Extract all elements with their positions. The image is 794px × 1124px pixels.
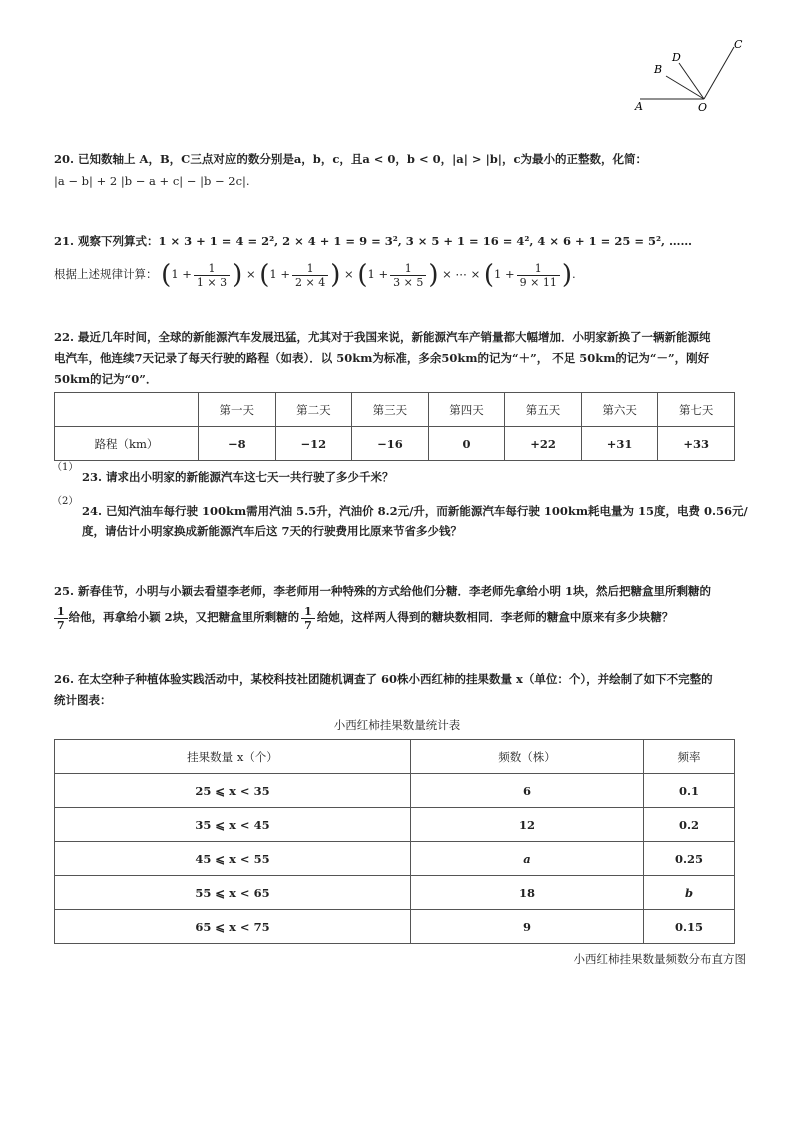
q20-number: 20. — [54, 152, 75, 166]
ray-oc — [704, 47, 734, 99]
q25-line1: 25. 新春佳节，小明与小颖去看望李老师，李老师用一种特殊的方式给他们分糖．李老师先拿给小明 1块，然后把糖盒里所剩糖的 — [54, 584, 712, 598]
q22-line3: 50km的记为“0”． — [54, 372, 158, 386]
q26-histogram-title: 小西红柿挂果数量频数分布直方图 — [573, 952, 746, 966]
q22-table — [54, 392, 735, 461]
angle-diagram — [630, 35, 750, 120]
q24-line2: 度，请估计小明家换成新能源汽车后这 7天的行驶费用比原来节省多少钱？ — [82, 524, 463, 538]
q22-header-row: 第一天 第二天 第三天 第四天 第五天 第六天 第七天 — [55, 393, 735, 427]
table-row: 55 ⩽ x < 65 18 b — [55, 876, 735, 910]
q21-line1: 21. 观察下列算式：1 × 3 + 1 = 4 = 2², 2 × 4 + 1 = 9 = 3², 3 × 5 + 1 = 16 = 4², 4 × 6 + 1 = 25 = 5², …… — [54, 234, 693, 248]
q21-label: 根据上述规律计算： — [54, 267, 158, 281]
q24-line1: 24. 已知汽油车每行驶 100km需用汽油 5.5升，汽油价 8.2元/升，而新能源汽车每行驶 100km耗电量为 15度，电费 0.56元/ — [82, 504, 748, 518]
q26-table-title: 小西红柿挂果数量统计表 — [333, 718, 461, 732]
q23-text: 23. 请求出小明家的新能源汽车这七天一共行驶了多少千米？ — [82, 470, 394, 484]
q26-line2: 统计图表： — [54, 693, 112, 707]
ray-ob — [666, 76, 704, 99]
q22-line2: 电汽车，他连续7天记录了每天行驶的路程（如表）．以 50km为标准，多余50km的记为“＋”， 不足 50km的记为“－”，刚好 — [54, 351, 710, 365]
q24-tag: （2） — [52, 496, 79, 507]
label-d: D — [672, 51, 681, 64]
q23-tag: （1） — [52, 462, 79, 473]
label-c: C — [734, 38, 743, 51]
table-row: 65 ⩽ x < 75 9 0.15 — [55, 910, 735, 944]
table-row: 25 ⩽ x < 35 6 0.1 — [55, 774, 735, 808]
label-a: A — [635, 100, 643, 113]
q20-text: 已知数轴上 A，B，C三点对应的数分别是a，b，c，且a < 0，b < 0，|a| > |b|，c为最小的正整数，化简： — [78, 152, 647, 166]
q25-line2: $\frac{1}{7}$ 给他，再拿给小颖 2块，又把糖盒里所剩糖的 $\frac{1}{7}$ 给她，这样两人得到的糖块数相同．李老师的糖盒中原来有多少块糖？ — [54, 602, 673, 632]
q22-value-row: 路程（km） −8 −12 −16 0 +22 +31 +33 — [55, 427, 735, 461]
table-row: 45 ⩽ x < 55 a 0.25 — [55, 842, 735, 876]
ray-od — [679, 63, 704, 99]
table-row: 35 ⩽ x < 45 12 0.2 — [55, 808, 735, 842]
q20-line1 — [54, 148, 647, 170]
label-o: O — [698, 101, 708, 114]
q21-line2: 根据上述规律计算： (1 + $\frac{1}{1 \times 3}$ ) × (1 + $\frac{1}{2 \times 4}$ ) × (1 + $\frac{1}{3 \times 5}$ ) × ⋯ × (1 + $\frac{1}{9 \times 11}$ ). — [54, 260, 576, 290]
q26-table — [54, 739, 735, 944]
q22-line1: 22. 最近几年时间，全球的新能源汽车发展迅猛，尤其对于我国来说，新能源汽车产销量都大幅增加．小明家新换了一辆新能源纯 — [54, 330, 711, 344]
q20-line2: |a − b| + 2 |b − a + c| − |b − 2c|. — [54, 174, 250, 188]
q26-line1: 26. 在太空种子种植体验实践活动中，某校科技社团随机调查了 60株小西红柿的挂果数量 x（单位：个），并绘制了如下不完整的 — [54, 672, 713, 686]
label-b: B — [654, 63, 663, 76]
q26-header-row: 挂果数量 x（个） 频数（株） 频率 — [55, 740, 735, 774]
